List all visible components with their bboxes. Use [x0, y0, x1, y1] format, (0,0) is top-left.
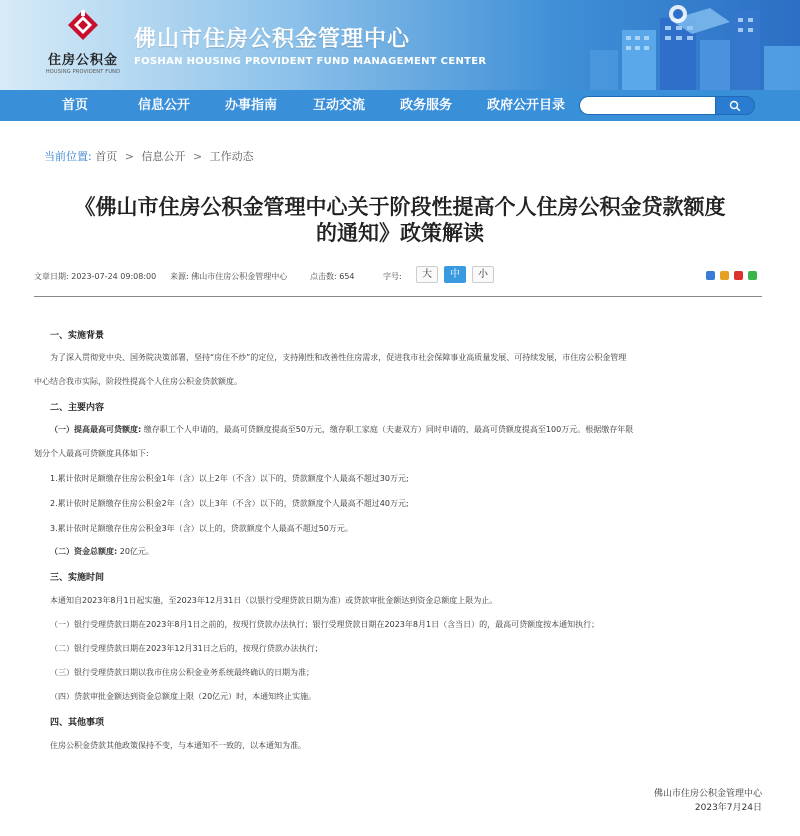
paragraph-line: 划分个人最高可贷额度具体如下:: [34, 449, 149, 458]
nav-item-service-guide[interactable]: 办事指南: [225, 98, 278, 113]
article-title: [40, 194, 760, 246]
article-meta: [34, 265, 762, 287]
list-item: 1.累计依时足额缴存住房公积金1年（含）以上2年（不含）以下的，贷款额度个人最高不超过30万元;: [50, 474, 409, 483]
site-title-cn: 佛山市住房公积金管理中心: [134, 27, 411, 52]
meta-source-value: 佛山市住房公积金管理中心: [191, 272, 288, 281]
search-bar: [579, 96, 755, 115]
breadcrumb-separator: >: [192, 150, 203, 163]
share-weibo-icon[interactable]: [734, 271, 743, 280]
list-item: （一）银行受理贷款日期在2023年8月1日之前的，按现行贷款办法执行；银行受理贷款日期在2023年8月1日（含当日）的，最高可贷额度按本通知执行；: [50, 620, 600, 629]
article-title-line1: 《佛山市住房公积金管理中心关于阶段性提高个人住房公积金贷款额度: [74, 195, 726, 219]
paragraph-line: 住房公积金贷款其他政策保持不变，与本通知不一致的，以本通知为准。: [50, 741, 306, 750]
site-title: [134, 22, 486, 67]
paragraph-line: [50, 424, 633, 435]
main-nav: [0, 90, 800, 121]
section-heading: 一、实施背景: [50, 331, 105, 341]
breadcrumb-separator: >: [124, 150, 134, 163]
section-heading: 四、其他事项: [50, 718, 105, 728]
meta-clicks: [310, 271, 355, 282]
site-logo[interactable]: [44, 6, 122, 78]
share-wechat-icon[interactable]: [748, 271, 757, 280]
search-icon: [729, 100, 741, 112]
list-item: （二）银行受理贷款日期在2023年12月31日之后的，按现行贷款办法执行；: [50, 644, 323, 653]
breadcrumb: [44, 148, 254, 164]
logo-emblem-icon: [66, 8, 100, 42]
fontsize-large-button[interactable]: 大: [416, 266, 438, 283]
paragraph-line: 本通知自2023年8月1日起实施，至2023年12月31日（以银行受理贷款日期为准）或贷款审批金额达到资金总额度上限为止。: [50, 596, 498, 605]
paragraph-line: 为了深入贯彻党中央、国务院决策部署，坚持“房住不炒”的定位，支持刚性和改善性住房需求，促进我市社会保障事业高质量发展、可持续发展，市住房公积金管理: [50, 353, 627, 362]
breadcrumb-info-public[interactable]: 信息公开: [141, 150, 186, 163]
paragraph-line: [50, 546, 154, 557]
meta-divider: [34, 296, 762, 297]
section-heading: 二、主要内容: [50, 403, 105, 413]
fontsize-medium-button[interactable]: 中: [444, 266, 466, 283]
city-illustration-icon: [570, 0, 800, 90]
list-item: 2.累计依时足额缴存住房公积金2年（含）以上3年（不含）以下的，贷款额度个人最高不超过40万元;: [50, 499, 409, 508]
meta-date-value: 2023-07-24 09:08:00: [71, 272, 157, 281]
search-button[interactable]: [715, 96, 755, 115]
share-qzone-icon[interactable]: [720, 271, 729, 280]
meta-source-label: 来源:: [170, 272, 189, 281]
meta-date: [34, 271, 156, 282]
nav-item-gov-service[interactable]: 政务服务: [400, 98, 453, 113]
paragraph-line: 中心结合我市实际，阶段性提高个人住房公积金贷款额度。: [34, 377, 242, 386]
subsection-heading: （一）提高最高可贷额度:: [50, 425, 142, 434]
meta-source: [170, 271, 287, 282]
fontsize-small-button[interactable]: 小: [472, 266, 494, 283]
meta-fontsize-label: 字号:: [383, 272, 402, 281]
nav-item-info-public[interactable]: 信息公开: [138, 98, 191, 113]
breadcrumb-home[interactable]: 首页: [95, 150, 118, 163]
meta-clicks-value: 654: [339, 272, 355, 281]
list-item: （四）贷款审批金额达到资金总额度上限（20亿元）时，本通知终止实施。: [50, 692, 317, 701]
breadcrumb-label: 当前位置:: [44, 150, 92, 163]
article-title-line2: 的通知》政策解读: [316, 221, 484, 245]
signature-date: 2023年7月24日: [694, 803, 762, 813]
nav-item-interaction[interactable]: 互动交流: [313, 98, 366, 113]
logo-subtext: HOUSING PROVIDENT FUND: [45, 69, 121, 75]
meta-date-label: 文章日期:: [34, 272, 69, 281]
share-plus-icon[interactable]: [706, 271, 715, 280]
meta-clicks-label: 点击数:: [310, 272, 337, 281]
breadcrumb-work-news[interactable]: 工作动态: [209, 150, 254, 163]
nav-item-home[interactable]: 首页: [62, 98, 89, 113]
section-heading: 三、实施时间: [50, 573, 105, 583]
paragraph-text: 20亿元。: [117, 547, 154, 556]
search-input[interactable]: [579, 96, 715, 115]
nav-item-gov-catalog[interactable]: 政府公开目录: [487, 98, 566, 113]
header-banner: [0, 0, 800, 90]
signature-org: 佛山市住房公积金管理中心: [653, 789, 762, 799]
paragraph-text: 缴存职工个人申请的，最高可贷额度提高至50万元，缴存职工家庭（夫妻双方）同时申请的，最高可贷额度提高至100万元。根据缴存年限: [141, 425, 634, 434]
list-item: 3.累计依时足额缴存住房公积金3年（含）以上的，贷款额度个人最高不超过50万元。: [50, 524, 353, 533]
logo-text: 住房公积金: [47, 53, 118, 68]
site-title-en: FOSHAN HOUSING PROVIDENT FUND MANAGEMENT CENTER: [134, 56, 487, 67]
list-item: （三）银行受理贷款日期以我市住房公积金业务系统最终确认的日期为准；: [50, 668, 314, 677]
subsection-heading: （二）资金总额度:: [50, 547, 118, 556]
